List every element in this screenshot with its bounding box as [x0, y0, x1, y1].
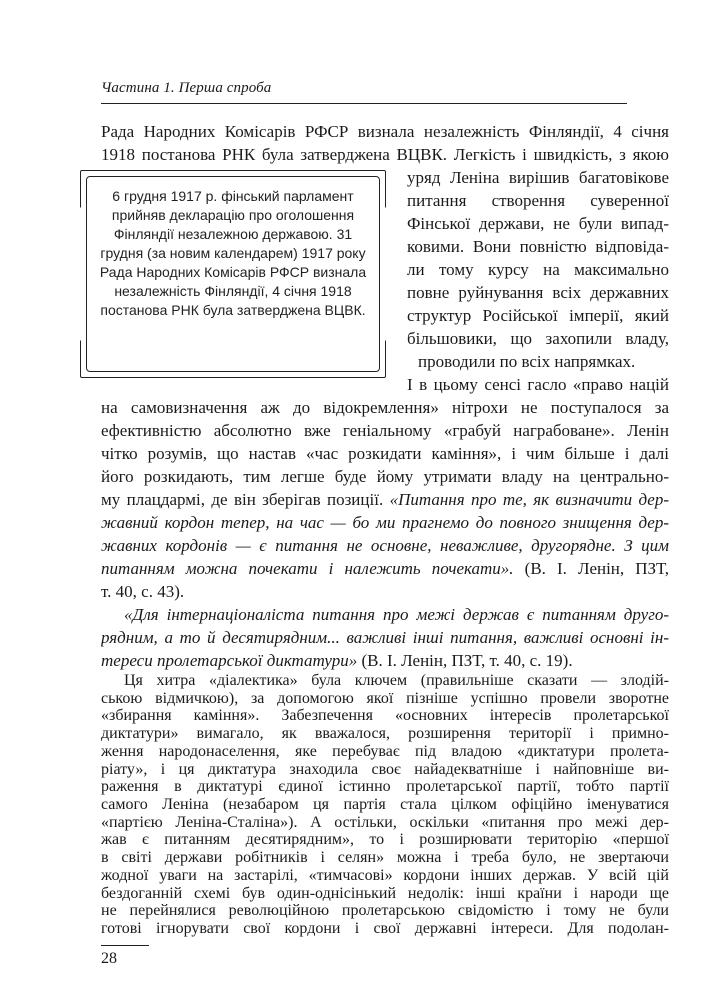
text-line: чітко розумів, що настав «час розкидати каміння», і чим більше і далі	[101, 444, 669, 463]
text-line-mixed	[101, 488, 669, 511]
text-line: жав є питанням десятирядним», то і розширювати територію «першої	[101, 831, 669, 848]
text-line: його розкидають, тим легше буде йому утримати владу на центрально-	[101, 467, 669, 486]
quote-line: «Для інтернаціоналіста питання про межі держав є питанням друго-	[124, 605, 669, 624]
text-line: раження в диктатурі єдиної істинно пролетарської партії, тобто партії	[101, 778, 669, 795]
page-number: 28	[101, 950, 117, 967]
citation-run: (В. І. Ленін, ПЗТ,	[513, 559, 669, 578]
quote-line: жавних кордонів — є питання не основне, неважливе, другорядне. З цим	[101, 536, 669, 555]
text-line: «партією Леніна-Сталіна»). А остільки, оскільки «питання про межі дер-	[101, 814, 669, 831]
text-line: в світі держави робітників і селян» можна і треба було, не звертаючи	[101, 849, 669, 866]
sidebar-text: 6 грудня 1917 р. фінський парламент прийняв декларацію про оголошення Фінляндії незалежною державою. 31 грудня (за новим календарем) 1917 року Рада Народних Комісарів РФСР визнала незалежність Фінляндії, 4 січня 1918 постанова РНК була затверджена ВЦВК.	[99, 188, 367, 318]
citation-run: (В. І. Ленін, ПЗТ, т. 40, с. 19).	[357, 651, 573, 670]
text-line: самого Леніна (незабаром ця партія стала цілком офіційно іменуватися	[101, 796, 669, 813]
text-line: питання створення суверенної	[407, 191, 669, 210]
quote-run: питанням можна почекати і належить почекати».	[101, 559, 514, 578]
text-line: повне руйнування всіх державних	[407, 283, 669, 302]
text-run: му плацдармі, де він зберігав позиції.	[101, 490, 384, 509]
text-line: «збирання каміння». Забезпечення «основних інтересів пролетарської	[101, 707, 669, 724]
text-line-mixed	[101, 649, 669, 672]
text-line-mixed	[101, 557, 669, 580]
text-line: бездоганній схемі був один-однісінький недолік: інші країни і народи ще	[101, 885, 669, 902]
text-line: Ця хитра «діалектика» була ключем (правильніше сказати — злодій-	[124, 672, 669, 689]
text-line: не перейнялися революційною пролетарською свідомістю і тому не були	[101, 902, 669, 919]
text-line: ріату», і ця диктатура знаходила своє найадекватніше і найповніше ви-	[101, 761, 669, 778]
text-line: Фінської держави, не були випад-	[407, 214, 669, 233]
quote-line: жавний кордон тепер, на час — бо ми прагнемо до повного знищення дер-	[101, 513, 669, 532]
text-line: готові ігнорувати свої кордони і свої державні інтереси. Для подолан-	[101, 920, 669, 937]
footer-rule	[101, 945, 149, 946]
quote-run: «Питання про те, як визначити дер-	[389, 490, 669, 509]
header-rule	[101, 103, 627, 104]
text-line: т. 40, с. 43).	[101, 582, 185, 601]
text-line: більшовики, що захопили владу,	[407, 329, 669, 348]
text-line: проводили по всіх напрямках.	[418, 352, 636, 371]
quote-run: тереси пролетарської диктатури»	[101, 651, 358, 670]
text-line: ковими. Вони повністю відповіда-	[407, 237, 669, 256]
text-line: ження народонаселення, яке перебуває під владою «диктатури пролета-	[101, 743, 669, 760]
text-line: Рада Народних Комісарів РФСР визнала незалежність Фінляндії, 4 січня	[101, 122, 669, 141]
text-line: І в цьому сенсі гасло «право націй	[407, 375, 669, 394]
text-line: структур Російської імперії, який	[407, 306, 669, 325]
sidebar-callout	[86, 176, 380, 372]
text-line: 1918 постанова РНК була затверджена ВЦВК. Легкість і швидкість, з якою	[101, 145, 669, 164]
text-line: на самовизначення аж до відокремлення» нітрохи не поступалося за	[101, 398, 669, 417]
running-head: Частина 1. Перша спроба	[101, 80, 272, 96]
text-line: ефективністю абсолютно вже геніальному «грабуй награбоване». Ленін	[101, 421, 669, 440]
text-line: ською відмичкою), за допомогою якої пізніше успішно провели зворотне	[101, 690, 669, 707]
text-line: жодної уваги на застарілі, «тимчасові» кордони інших держав. У всій цій	[101, 867, 669, 884]
quote-line: рядним, а то й десятирядним... важливі інші питання, важливі основні ін-	[101, 628, 669, 647]
text-line: ли тому курсу на максимально	[407, 260, 669, 279]
text-line: диктатури» вимагало, як вважалося, розширення території і примно-	[101, 725, 669, 742]
text-line: уряд Леніна вирішив багатовікове	[407, 168, 669, 187]
